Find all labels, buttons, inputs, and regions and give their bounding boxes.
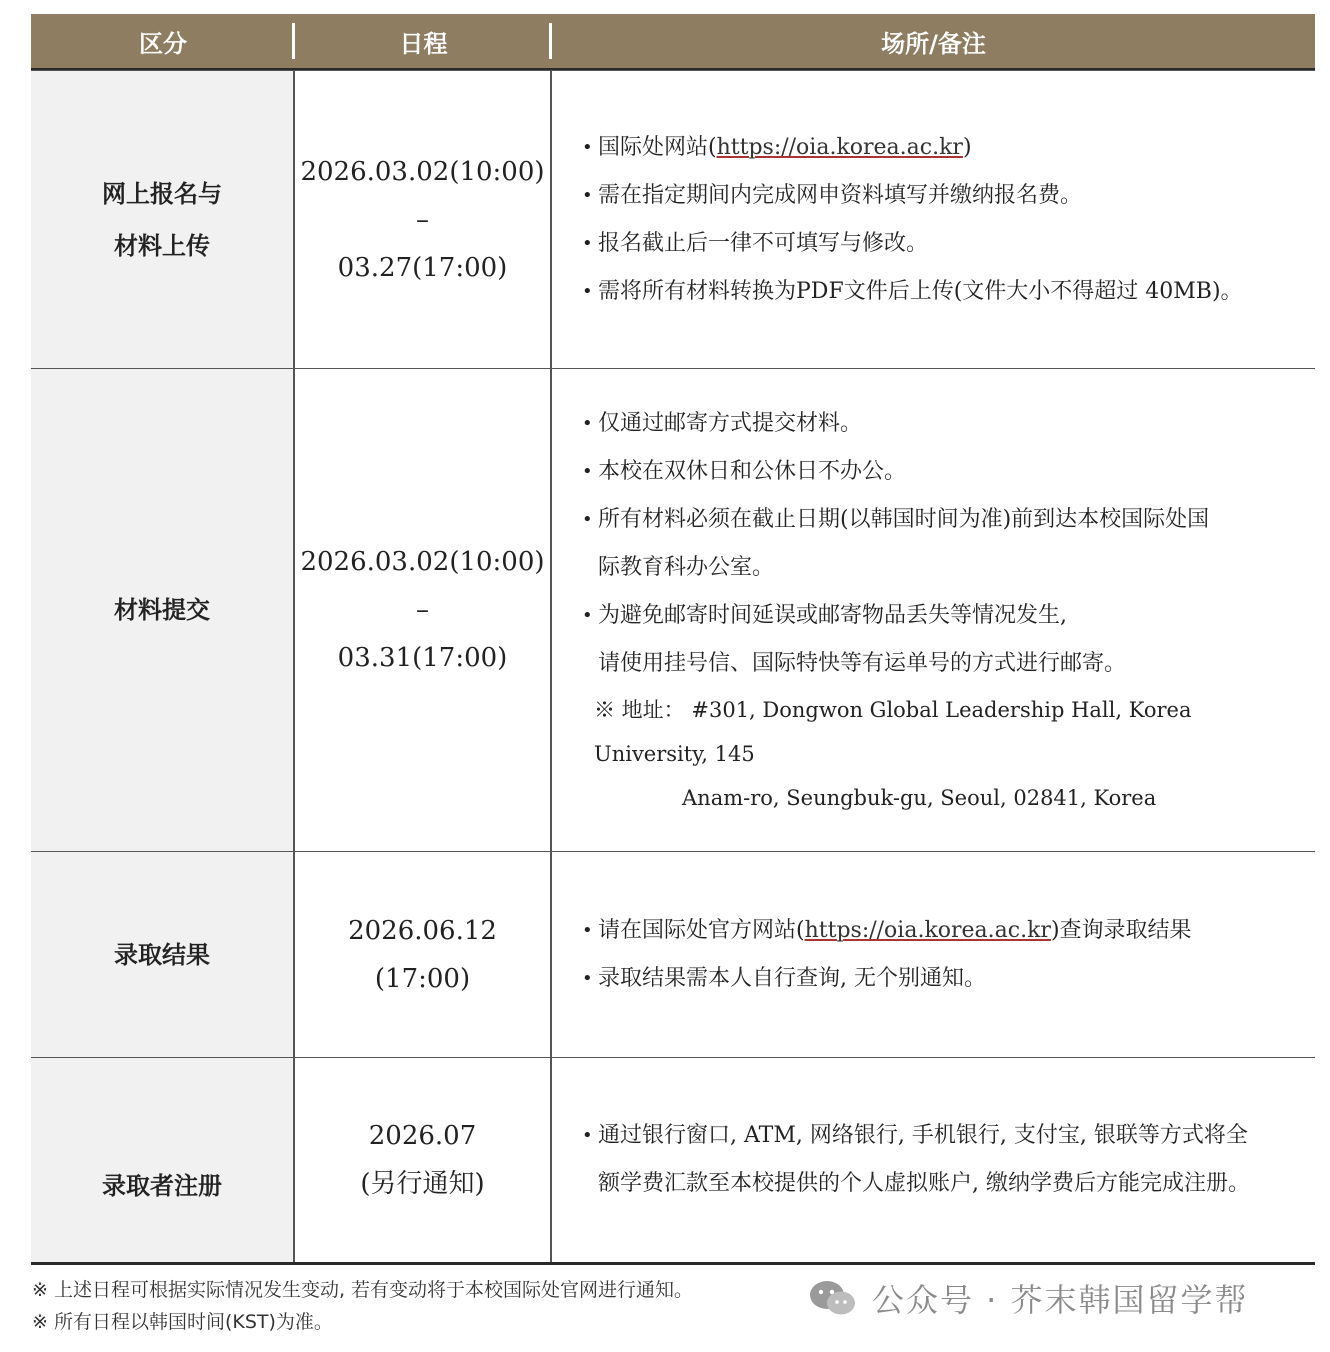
- row-schedule: [295, 852, 552, 1057]
- oia-website-link[interactable]: https://oia.korea.ac.kr: [716, 134, 963, 160]
- schedule-time: (17:00): [374, 963, 471, 994]
- schedule-start: 2026.03.02(10:00): [300, 156, 545, 187]
- note-text: ): [962, 134, 972, 160]
- watermark: [808, 1276, 1249, 1320]
- category-line: 录取者注册: [102, 1172, 222, 1200]
- row-category: [31, 71, 295, 368]
- note-item: [582, 907, 1305, 955]
- schedule-note: (另行通知): [360, 1169, 485, 1199]
- note-item: • 所有材料必须在截止日期(以韩国时间为准)前到达本校国际处国: [582, 496, 1305, 544]
- row-notes: [552, 369, 1315, 851]
- category-line: 录取结果: [114, 940, 210, 969]
- row-notes: [552, 852, 1315, 1057]
- row-category: [31, 369, 295, 851]
- footnote-line: ※ 上述日程可根据实际情况发生变动, 若有变动将于本校国际处官网进行通知。: [32, 1279, 694, 1301]
- note-item: • 报名截止后一律不可填写与修改。: [582, 220, 1305, 268]
- address-line: Anam-ro, Seungbuk-gu, Seoul, 02841, Korea: [682, 786, 1157, 810]
- table-header: [31, 14, 1315, 70]
- schedule-end: 03.31(17:00): [337, 643, 508, 673]
- note-item: • 为避免邮寄时间延误或邮寄物品丢失等情况发生,: [582, 592, 1305, 640]
- note-text: 国际处网站(: [598, 134, 717, 160]
- schedule-date: 2026.06.12: [348, 915, 497, 946]
- schedule-dash: –: [416, 204, 429, 235]
- note-item: • 需在指定期间内完成网申资料填写并缴纳报名费。: [582, 172, 1305, 220]
- header-category: 区分: [31, 14, 295, 68]
- header-location-notes: 场所/备注: [881, 29, 986, 58]
- schedule-table: [31, 14, 1315, 1265]
- footnotes: [32, 1274, 693, 1338]
- category-line: 材料提交: [114, 596, 210, 624]
- category-line: 网上报名与: [102, 179, 222, 208]
- schedule-date: 2026.07: [368, 1121, 477, 1151]
- oia-website-link[interactable]: https://oia.korea.ac.kr: [804, 917, 1051, 943]
- note-continuation: 额学费汇款至本校提供的个人虚拟账户, 缴纳学费后方能完成注册。: [598, 1171, 1250, 1196]
- schedule-dash: –: [416, 595, 429, 625]
- row-category: [31, 852, 295, 1057]
- note-text: )查询录取结果: [1050, 917, 1192, 943]
- note-text: 请在国际处官方网站(: [598, 917, 805, 943]
- schedule-end: 03.27(17:00): [337, 252, 508, 283]
- row-notes: [552, 1058, 1315, 1262]
- note-item: • 通过银行窗口, ATM, 网络银行, 手机银行, 支付宝, 银联等方式将全: [582, 1112, 1305, 1160]
- schedule-start: 2026.03.02(10:00): [300, 547, 545, 577]
- row-schedule: [295, 1058, 552, 1262]
- note-continuation: 请使用挂号信、国际特快等有运单号的方式进行邮寄。: [598, 651, 1127, 676]
- address-label: ※ 地址：: [594, 698, 685, 722]
- note-continuation: 际教育科办公室。: [598, 555, 775, 580]
- row-schedule: [295, 369, 552, 851]
- note-item: • 录取结果需本人自行查询, 无个别通知。: [582, 955, 1305, 1003]
- address-text: #301, Dongwon Global Leadership Hall, Korea University, 145: [594, 698, 1192, 766]
- row-category: [31, 1058, 295, 1262]
- address-line: [582, 688, 1305, 776]
- category-line: 材料上传: [114, 231, 210, 260]
- row-notes: [552, 71, 1315, 368]
- table-row: [31, 851, 1315, 1057]
- watermark-text: 公众号 · 芥末韩国留学帮: [872, 1281, 1249, 1319]
- note-item: • 仅通过邮寄方式提交材料。: [582, 400, 1305, 448]
- table-row: [31, 70, 1315, 368]
- note-item: [582, 124, 1305, 172]
- table-row: [31, 1057, 1315, 1262]
- header-schedule: 日程: [295, 14, 552, 68]
- table-row: [31, 368, 1315, 851]
- wechat-icon: [808, 1278, 858, 1318]
- row-schedule: [295, 71, 552, 368]
- note-item: • 本校在双休日和公休日不办公。: [582, 448, 1305, 496]
- note-item: • 需将所有材料转换为PDF文件后上传(文件大小不得超过 40MB)。: [582, 268, 1305, 316]
- footnote-line: ※ 所有日程以韩国时间(KST)为准。: [32, 1311, 333, 1333]
